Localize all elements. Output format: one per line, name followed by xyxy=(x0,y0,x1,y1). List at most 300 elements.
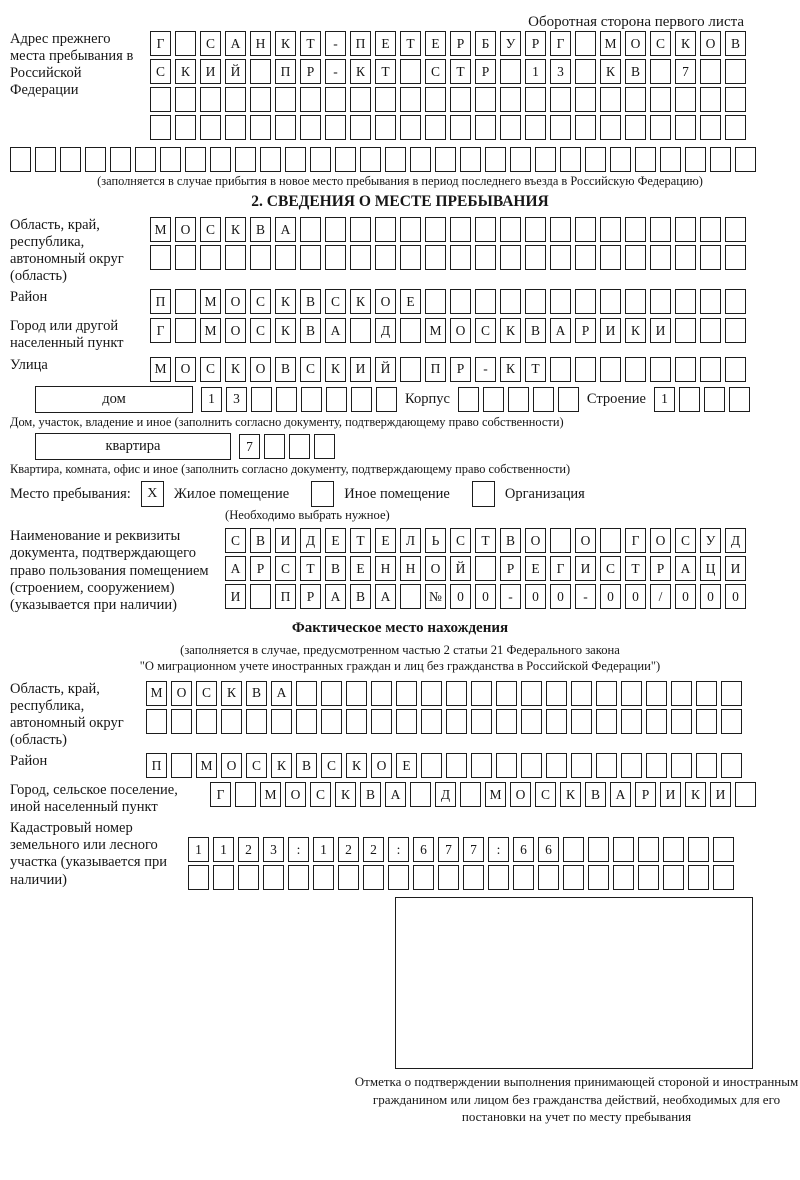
char-cell[interactable] xyxy=(713,837,734,862)
char-cell[interactable] xyxy=(660,147,681,172)
char-cell[interactable]: С xyxy=(250,318,271,343)
char-cell[interactable]: С xyxy=(675,528,696,553)
char-cell[interactable]: М xyxy=(196,753,217,778)
char-cell[interactable] xyxy=(613,837,634,862)
char-cell[interactable] xyxy=(396,681,417,706)
char-cell[interactable]: К xyxy=(275,289,296,314)
char-cell[interactable] xyxy=(535,147,556,172)
char-cell[interactable] xyxy=(546,709,567,734)
char-cell[interactable]: С xyxy=(275,556,296,581)
char-cell[interactable] xyxy=(471,753,492,778)
char-cell[interactable]: Й xyxy=(450,556,471,581)
char-cell[interactable] xyxy=(704,387,725,412)
char-cell[interactable] xyxy=(446,681,467,706)
char-cell[interactable]: Е xyxy=(375,31,396,56)
char-cell[interactable]: П xyxy=(350,31,371,56)
char-cell[interactable] xyxy=(60,147,81,172)
char-cell[interactable]: П xyxy=(275,59,296,84)
char-cell[interactable]: Е xyxy=(400,289,421,314)
char-cell[interactable] xyxy=(185,147,206,172)
char-cell[interactable]: А xyxy=(375,584,396,609)
char-cell[interactable]: Р xyxy=(300,584,321,609)
char-cell[interactable]: Т xyxy=(450,59,471,84)
prev-address-row3[interactable] xyxy=(150,87,746,112)
char-cell[interactable] xyxy=(688,837,709,862)
char-cell[interactable]: И xyxy=(225,584,246,609)
char-cell[interactable]: Р xyxy=(300,59,321,84)
char-cell[interactable] xyxy=(388,865,409,890)
char-cell[interactable] xyxy=(700,318,721,343)
char-cell[interactable]: О xyxy=(575,528,596,553)
char-cell[interactable] xyxy=(575,31,596,56)
char-cell[interactable] xyxy=(213,865,234,890)
char-cell[interactable] xyxy=(485,147,506,172)
char-cell[interactable]: А xyxy=(550,318,571,343)
char-cell[interactable]: С xyxy=(225,528,246,553)
char-cell[interactable] xyxy=(688,865,709,890)
char-cell[interactable]: С xyxy=(321,753,342,778)
char-cell[interactable]: Р xyxy=(525,31,546,56)
char-cell[interactable]: В xyxy=(246,681,267,706)
char-cell[interactable] xyxy=(671,753,692,778)
char-cell[interactable] xyxy=(596,753,617,778)
char-cell[interactable]: 7 xyxy=(463,837,484,862)
char-cell[interactable]: И xyxy=(660,782,681,807)
char-cell[interactable] xyxy=(513,865,534,890)
char-cell[interactable] xyxy=(400,59,421,84)
char-cell[interactable] xyxy=(571,681,592,706)
char-cell[interactable] xyxy=(296,709,317,734)
char-cell[interactable]: Б xyxy=(475,31,496,56)
char-cell[interactable] xyxy=(375,245,396,270)
char-cell[interactable] xyxy=(471,709,492,734)
char-cell[interactable]: М xyxy=(600,31,621,56)
char-cell[interactable] xyxy=(326,387,347,412)
char-cell[interactable] xyxy=(725,217,746,242)
char-cell[interactable] xyxy=(446,709,467,734)
char-cell[interactable]: / xyxy=(650,584,671,609)
char-cell[interactable] xyxy=(225,245,246,270)
char-cell[interactable] xyxy=(225,115,246,140)
char-cell[interactable] xyxy=(575,217,596,242)
char-cell[interactable]: У xyxy=(700,528,721,553)
char-cell[interactable]: А xyxy=(325,584,346,609)
char-cell[interactable] xyxy=(285,147,306,172)
char-cell[interactable]: - xyxy=(325,31,346,56)
char-cell[interactable]: С xyxy=(250,289,271,314)
char-cell[interactable]: М xyxy=(150,217,171,242)
char-cell[interactable]: И xyxy=(725,556,746,581)
char-cell[interactable] xyxy=(421,681,442,706)
char-cell[interactable]: 0 xyxy=(675,584,696,609)
char-cell[interactable] xyxy=(335,147,356,172)
char-cell[interactable]: О xyxy=(175,217,196,242)
char-cell[interactable] xyxy=(200,245,221,270)
char-cell[interactable] xyxy=(650,357,671,382)
char-cell[interactable] xyxy=(475,217,496,242)
char-cell[interactable] xyxy=(346,709,367,734)
char-cell[interactable]: К xyxy=(221,681,242,706)
char-cell[interactable] xyxy=(679,387,700,412)
char-cell[interactable] xyxy=(696,709,717,734)
char-cell[interactable]: С xyxy=(325,289,346,314)
char-cell[interactable]: С xyxy=(535,782,556,807)
char-cell[interactable] xyxy=(500,289,521,314)
char-cell[interactable] xyxy=(525,115,546,140)
char-cell[interactable]: А xyxy=(275,217,296,242)
char-cell[interactable]: В xyxy=(275,357,296,382)
char-cell[interactable]: Т xyxy=(400,31,421,56)
char-cell[interactable] xyxy=(425,245,446,270)
char-cell[interactable]: Р xyxy=(500,556,521,581)
char-cell[interactable] xyxy=(663,865,684,890)
char-cell[interactable]: М xyxy=(485,782,506,807)
char-cell[interactable] xyxy=(550,217,571,242)
char-cell[interactable]: А xyxy=(271,681,292,706)
char-cell[interactable]: В xyxy=(350,584,371,609)
char-cell[interactable]: С xyxy=(450,528,471,553)
char-cell[interactable]: - xyxy=(575,584,596,609)
char-cell[interactable]: К xyxy=(500,357,521,382)
char-cell[interactable]: Г xyxy=(210,782,231,807)
char-cell[interactable] xyxy=(596,681,617,706)
char-cell[interactable] xyxy=(585,147,606,172)
char-cell[interactable]: Р xyxy=(575,318,596,343)
char-cell[interactable]: Е xyxy=(375,528,396,553)
char-cell[interactable]: 0 xyxy=(625,584,646,609)
char-cell[interactable] xyxy=(325,245,346,270)
char-cell[interactable] xyxy=(700,87,721,112)
char-cell[interactable] xyxy=(400,318,421,343)
char-cell[interactable] xyxy=(588,865,609,890)
char-cell[interactable] xyxy=(321,709,342,734)
char-cell[interactable]: 0 xyxy=(700,584,721,609)
char-cell[interactable]: О xyxy=(425,556,446,581)
char-cell[interactable]: Г xyxy=(150,318,171,343)
kvartira-cells[interactable] xyxy=(239,434,335,459)
char-cell[interactable]: С xyxy=(600,556,621,581)
char-cell[interactable] xyxy=(171,753,192,778)
char-cell[interactable]: О xyxy=(650,528,671,553)
char-cell[interactable]: Г xyxy=(625,528,646,553)
char-cell[interactable]: А xyxy=(385,782,406,807)
char-cell[interactable]: С xyxy=(300,357,321,382)
char-cell[interactable]: В xyxy=(725,31,746,56)
char-cell[interactable] xyxy=(375,217,396,242)
char-cell[interactable]: Р xyxy=(450,357,471,382)
char-cell[interactable] xyxy=(500,217,521,242)
char-cell[interactable] xyxy=(300,115,321,140)
char-cell[interactable] xyxy=(650,217,671,242)
char-cell[interactable]: А xyxy=(325,318,346,343)
char-cell[interactable] xyxy=(525,245,546,270)
char-cell[interactable] xyxy=(571,753,592,778)
char-cell[interactable] xyxy=(625,357,646,382)
char-cell[interactable]: М xyxy=(200,318,221,343)
char-cell[interactable]: К xyxy=(175,59,196,84)
char-cell[interactable] xyxy=(400,584,421,609)
char-cell[interactable] xyxy=(700,59,721,84)
char-cell[interactable] xyxy=(625,245,646,270)
char-cell[interactable] xyxy=(525,217,546,242)
char-cell[interactable]: : xyxy=(488,837,509,862)
char-cell[interactable]: - xyxy=(500,584,521,609)
char-cell[interactable]: 2 xyxy=(238,837,259,862)
char-cell[interactable]: В xyxy=(525,318,546,343)
char-cell[interactable]: С xyxy=(200,217,221,242)
char-cell[interactable]: Й xyxy=(375,357,396,382)
char-cell[interactable]: С xyxy=(475,318,496,343)
char-cell[interactable]: С xyxy=(425,59,446,84)
char-cell[interactable]: О xyxy=(221,753,242,778)
char-cell[interactable]: С xyxy=(246,753,267,778)
char-cell[interactable] xyxy=(188,865,209,890)
char-cell[interactable]: Т xyxy=(300,556,321,581)
char-cell[interactable]: М xyxy=(260,782,281,807)
char-cell[interactable] xyxy=(725,115,746,140)
char-cell[interactable] xyxy=(575,87,596,112)
char-cell[interactable]: О xyxy=(450,318,471,343)
char-cell[interactable] xyxy=(625,115,646,140)
char-cell[interactable]: Г xyxy=(150,31,171,56)
char-cell[interactable]: 3 xyxy=(263,837,284,862)
char-cell[interactable] xyxy=(496,753,517,778)
char-cell[interactable] xyxy=(310,147,331,172)
char-cell[interactable] xyxy=(360,147,381,172)
char-cell[interactable]: О xyxy=(225,289,246,314)
char-cell[interactable] xyxy=(460,147,481,172)
char-cell[interactable] xyxy=(246,709,267,734)
char-cell[interactable]: Р xyxy=(650,556,671,581)
char-cell[interactable]: Р xyxy=(250,556,271,581)
char-cell[interactable]: М xyxy=(150,357,171,382)
char-cell[interactable] xyxy=(621,753,642,778)
char-cell[interactable] xyxy=(700,245,721,270)
char-cell[interactable] xyxy=(663,837,684,862)
char-cell[interactable]: И xyxy=(275,528,296,553)
char-cell[interactable] xyxy=(450,289,471,314)
char-cell[interactable]: И xyxy=(710,782,731,807)
char-cell[interactable] xyxy=(200,87,221,112)
char-cell[interactable] xyxy=(300,87,321,112)
char-cell[interactable]: Е xyxy=(396,753,417,778)
char-cell[interactable]: П xyxy=(425,357,446,382)
char-cell[interactable] xyxy=(350,87,371,112)
char-cell[interactable] xyxy=(600,289,621,314)
char-cell[interactable] xyxy=(410,147,431,172)
char-cell[interactable] xyxy=(538,865,559,890)
char-cell[interactable] xyxy=(300,245,321,270)
char-cell[interactable]: И xyxy=(200,59,221,84)
char-cell[interactable]: К xyxy=(685,782,706,807)
char-cell[interactable]: С xyxy=(150,59,171,84)
char-cell[interactable] xyxy=(150,115,171,140)
char-cell[interactable] xyxy=(721,681,742,706)
char-cell[interactable] xyxy=(350,115,371,140)
char-cell[interactable] xyxy=(621,709,642,734)
char-cell[interactable] xyxy=(400,115,421,140)
char-cell[interactable] xyxy=(600,87,621,112)
char-cell[interactable]: 1 xyxy=(525,59,546,84)
char-cell[interactable]: О xyxy=(285,782,306,807)
char-cell[interactable] xyxy=(646,681,667,706)
char-cell[interactable] xyxy=(413,865,434,890)
char-cell[interactable] xyxy=(350,245,371,270)
dom-cells[interactable] xyxy=(201,387,397,412)
char-cell[interactable] xyxy=(313,865,334,890)
char-cell[interactable] xyxy=(650,115,671,140)
char-cell[interactable] xyxy=(625,217,646,242)
char-cell[interactable] xyxy=(175,318,196,343)
prev-address-row4[interactable] xyxy=(150,115,746,140)
char-cell[interactable] xyxy=(508,387,529,412)
char-cell[interactable] xyxy=(425,217,446,242)
char-cell[interactable] xyxy=(471,681,492,706)
char-cell[interactable]: П xyxy=(150,289,171,314)
char-cell[interactable]: 1 xyxy=(313,837,334,862)
char-cell[interactable] xyxy=(350,217,371,242)
char-cell[interactable]: М xyxy=(146,681,167,706)
char-cell[interactable]: Н xyxy=(400,556,421,581)
char-cell[interactable] xyxy=(725,318,746,343)
fact-oblast-row2[interactable] xyxy=(146,709,742,734)
prev-address-row5[interactable] xyxy=(10,147,790,172)
char-cell[interactable] xyxy=(510,147,531,172)
char-cell[interactable]: Р xyxy=(475,59,496,84)
char-cell[interactable]: В xyxy=(250,528,271,553)
char-cell[interactable] xyxy=(675,357,696,382)
char-cell[interactable]: Н xyxy=(250,31,271,56)
char-cell[interactable] xyxy=(251,387,272,412)
char-cell[interactable] xyxy=(521,681,542,706)
char-cell[interactable] xyxy=(710,147,731,172)
char-cell[interactable]: 0 xyxy=(475,584,496,609)
char-cell[interactable]: О xyxy=(510,782,531,807)
char-cell[interactable] xyxy=(700,217,721,242)
raion-row1[interactable] xyxy=(150,289,746,314)
char-cell[interactable] xyxy=(35,147,56,172)
char-cell[interactable] xyxy=(175,87,196,112)
char-cell[interactable] xyxy=(721,753,742,778)
char-cell[interactable]: С xyxy=(200,31,221,56)
char-cell[interactable]: 1 xyxy=(213,837,234,862)
char-cell[interactable]: В xyxy=(500,528,521,553)
char-cell[interactable]: Е xyxy=(325,528,346,553)
char-cell[interactable] xyxy=(150,87,171,112)
char-cell[interactable] xyxy=(550,245,571,270)
char-cell[interactable] xyxy=(250,245,271,270)
char-cell[interactable] xyxy=(463,865,484,890)
char-cell[interactable] xyxy=(425,115,446,140)
fact-oblast-row1[interactable] xyxy=(146,681,742,706)
char-cell[interactable]: О xyxy=(375,289,396,314)
char-cell[interactable]: В xyxy=(360,782,381,807)
char-cell[interactable] xyxy=(410,782,431,807)
char-cell[interactable] xyxy=(610,147,631,172)
char-cell[interactable] xyxy=(550,357,571,382)
char-cell[interactable] xyxy=(146,709,167,734)
char-cell[interactable]: Т xyxy=(375,59,396,84)
char-cell[interactable] xyxy=(171,709,192,734)
char-cell[interactable]: 6 xyxy=(513,837,534,862)
char-cell[interactable] xyxy=(376,387,397,412)
char-cell[interactable]: Е xyxy=(425,31,446,56)
char-cell[interactable]: 0 xyxy=(550,584,571,609)
char-cell[interactable]: Т xyxy=(300,31,321,56)
char-cell[interactable] xyxy=(296,681,317,706)
char-cell[interactable] xyxy=(675,217,696,242)
char-cell[interactable] xyxy=(300,217,321,242)
char-cell[interactable] xyxy=(525,289,546,314)
char-cell[interactable] xyxy=(675,115,696,140)
char-cell[interactable]: Г xyxy=(550,556,571,581)
char-cell[interactable] xyxy=(85,147,106,172)
char-cell[interactable]: 1 xyxy=(188,837,209,862)
char-cell[interactable] xyxy=(250,87,271,112)
char-cell[interactable]: 7 xyxy=(438,837,459,862)
char-cell[interactable] xyxy=(675,87,696,112)
char-cell[interactable] xyxy=(235,147,256,172)
char-cell[interactable] xyxy=(225,87,246,112)
char-cell[interactable] xyxy=(260,147,281,172)
char-cell[interactable] xyxy=(646,709,667,734)
char-cell[interactable]: К xyxy=(625,318,646,343)
char-cell[interactable]: 3 xyxy=(226,387,247,412)
char-cell[interactable]: 0 xyxy=(450,584,471,609)
char-cell[interactable] xyxy=(263,865,284,890)
char-cell[interactable] xyxy=(685,147,706,172)
char-cell[interactable]: 7 xyxy=(675,59,696,84)
char-cell[interactable] xyxy=(325,87,346,112)
char-cell[interactable] xyxy=(250,584,271,609)
char-cell[interactable]: 6 xyxy=(538,837,559,862)
char-cell[interactable] xyxy=(346,681,367,706)
char-cell[interactable] xyxy=(301,387,322,412)
char-cell[interactable] xyxy=(250,115,271,140)
char-cell[interactable]: В xyxy=(325,556,346,581)
char-cell[interactable]: Й xyxy=(225,59,246,84)
char-cell[interactable] xyxy=(713,865,734,890)
char-cell[interactable] xyxy=(575,289,596,314)
char-cell[interactable] xyxy=(475,115,496,140)
char-cell[interactable] xyxy=(275,87,296,112)
char-cell[interactable]: Г xyxy=(550,31,571,56)
char-cell[interactable] xyxy=(721,709,742,734)
char-cell[interactable]: - xyxy=(475,357,496,382)
char-cell[interactable] xyxy=(521,753,542,778)
char-cell[interactable]: М xyxy=(425,318,446,343)
char-cell[interactable] xyxy=(385,147,406,172)
char-cell[interactable] xyxy=(700,357,721,382)
char-cell[interactable] xyxy=(575,59,596,84)
char-cell[interactable] xyxy=(371,709,392,734)
char-cell[interactable]: И xyxy=(350,357,371,382)
char-cell[interactable] xyxy=(625,87,646,112)
char-cell[interactable] xyxy=(314,434,335,459)
char-cell[interactable]: Р xyxy=(635,782,656,807)
char-cell[interactable] xyxy=(635,147,656,172)
char-cell[interactable] xyxy=(638,837,659,862)
char-cell[interactable]: К xyxy=(350,289,371,314)
char-cell[interactable] xyxy=(175,245,196,270)
char-cell[interactable]: В xyxy=(300,318,321,343)
char-cell[interactable] xyxy=(438,865,459,890)
char-cell[interactable] xyxy=(450,115,471,140)
char-cell[interactable]: О xyxy=(525,528,546,553)
char-cell[interactable] xyxy=(546,681,567,706)
char-cell[interactable]: С xyxy=(650,31,671,56)
char-cell[interactable] xyxy=(560,147,581,172)
